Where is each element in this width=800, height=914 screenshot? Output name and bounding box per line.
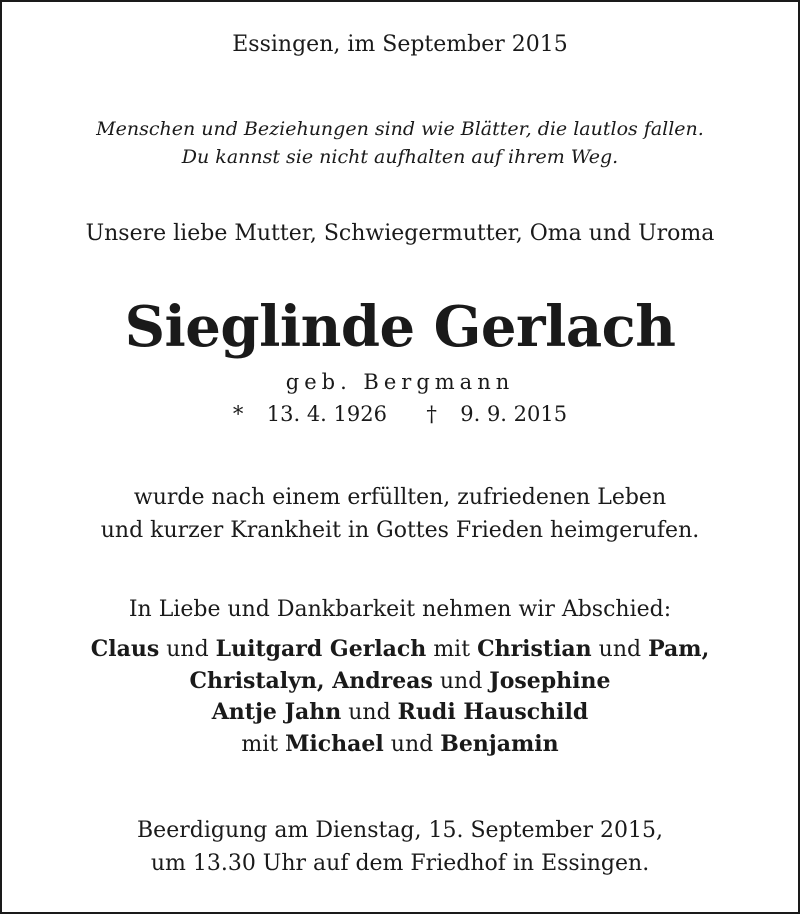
farewell-text: In Liebe und Dankbarkeit nehmen wir Abschied: xyxy=(128,597,672,622)
family-line-1 xyxy=(0,636,800,662)
connector-word: und xyxy=(166,637,209,662)
family-name: Antje Jahn xyxy=(211,699,342,725)
born-date: 13. 4. 1926 xyxy=(266,402,387,426)
connector-word: und xyxy=(348,700,391,725)
intro-text: Unsere liebe Mutter, Schwiegermutter, Oma und Uroma xyxy=(85,221,715,246)
died-date: 9. 9. 2015 xyxy=(460,402,568,426)
funeral-line-1: Beerdigung am Dienstag, 15. September 2015, xyxy=(137,818,663,843)
family-name: Josephine xyxy=(489,668,611,694)
born-symbol: * xyxy=(232,402,244,426)
connector-word: und xyxy=(390,732,434,757)
funeral-line-2: um 13.30 Uhr auf dem Friedhof in Essingen. xyxy=(150,851,650,876)
message-line-1: wurde nach einem erfüllten, zufriedenen Leben xyxy=(133,485,667,510)
family-line-2 xyxy=(0,668,800,694)
connector-word: und xyxy=(598,637,642,662)
connector-word: und xyxy=(439,669,483,694)
family-name: Christian xyxy=(477,636,592,662)
family-name: Benjamin xyxy=(440,731,559,757)
family-line-3 xyxy=(0,699,800,725)
family-name: Luitgard Gerlach xyxy=(215,636,427,662)
connector-word: mit xyxy=(241,732,279,757)
connector-word: mit xyxy=(433,637,471,662)
died-symbol: † xyxy=(426,402,437,426)
deceased-name: Sieglinde Gerlach xyxy=(124,294,676,360)
life-dates xyxy=(0,402,800,426)
quote-line-2: Du kannst sie nicht aufhalten auf ihrem Weg. xyxy=(181,146,619,168)
message-line-2: und kurzer Krankheit in Gottes Frieden heimgerufen. xyxy=(100,518,700,543)
family-name: Claus xyxy=(90,636,160,662)
quote-line-1: Menschen und Beziehungen sind wie Blätter, die lautlos fallen. xyxy=(96,118,704,140)
family-name: Christalyn, Andreas xyxy=(189,668,433,694)
family-line-4 xyxy=(0,731,800,757)
family-name: Michael xyxy=(285,731,384,757)
birth-name: geb. Bergmann xyxy=(285,370,515,394)
family-name: Rudi Hauschild xyxy=(397,699,589,725)
family-name: Pam, xyxy=(648,636,710,662)
place-date: Essingen, im September 2015 xyxy=(232,32,568,57)
